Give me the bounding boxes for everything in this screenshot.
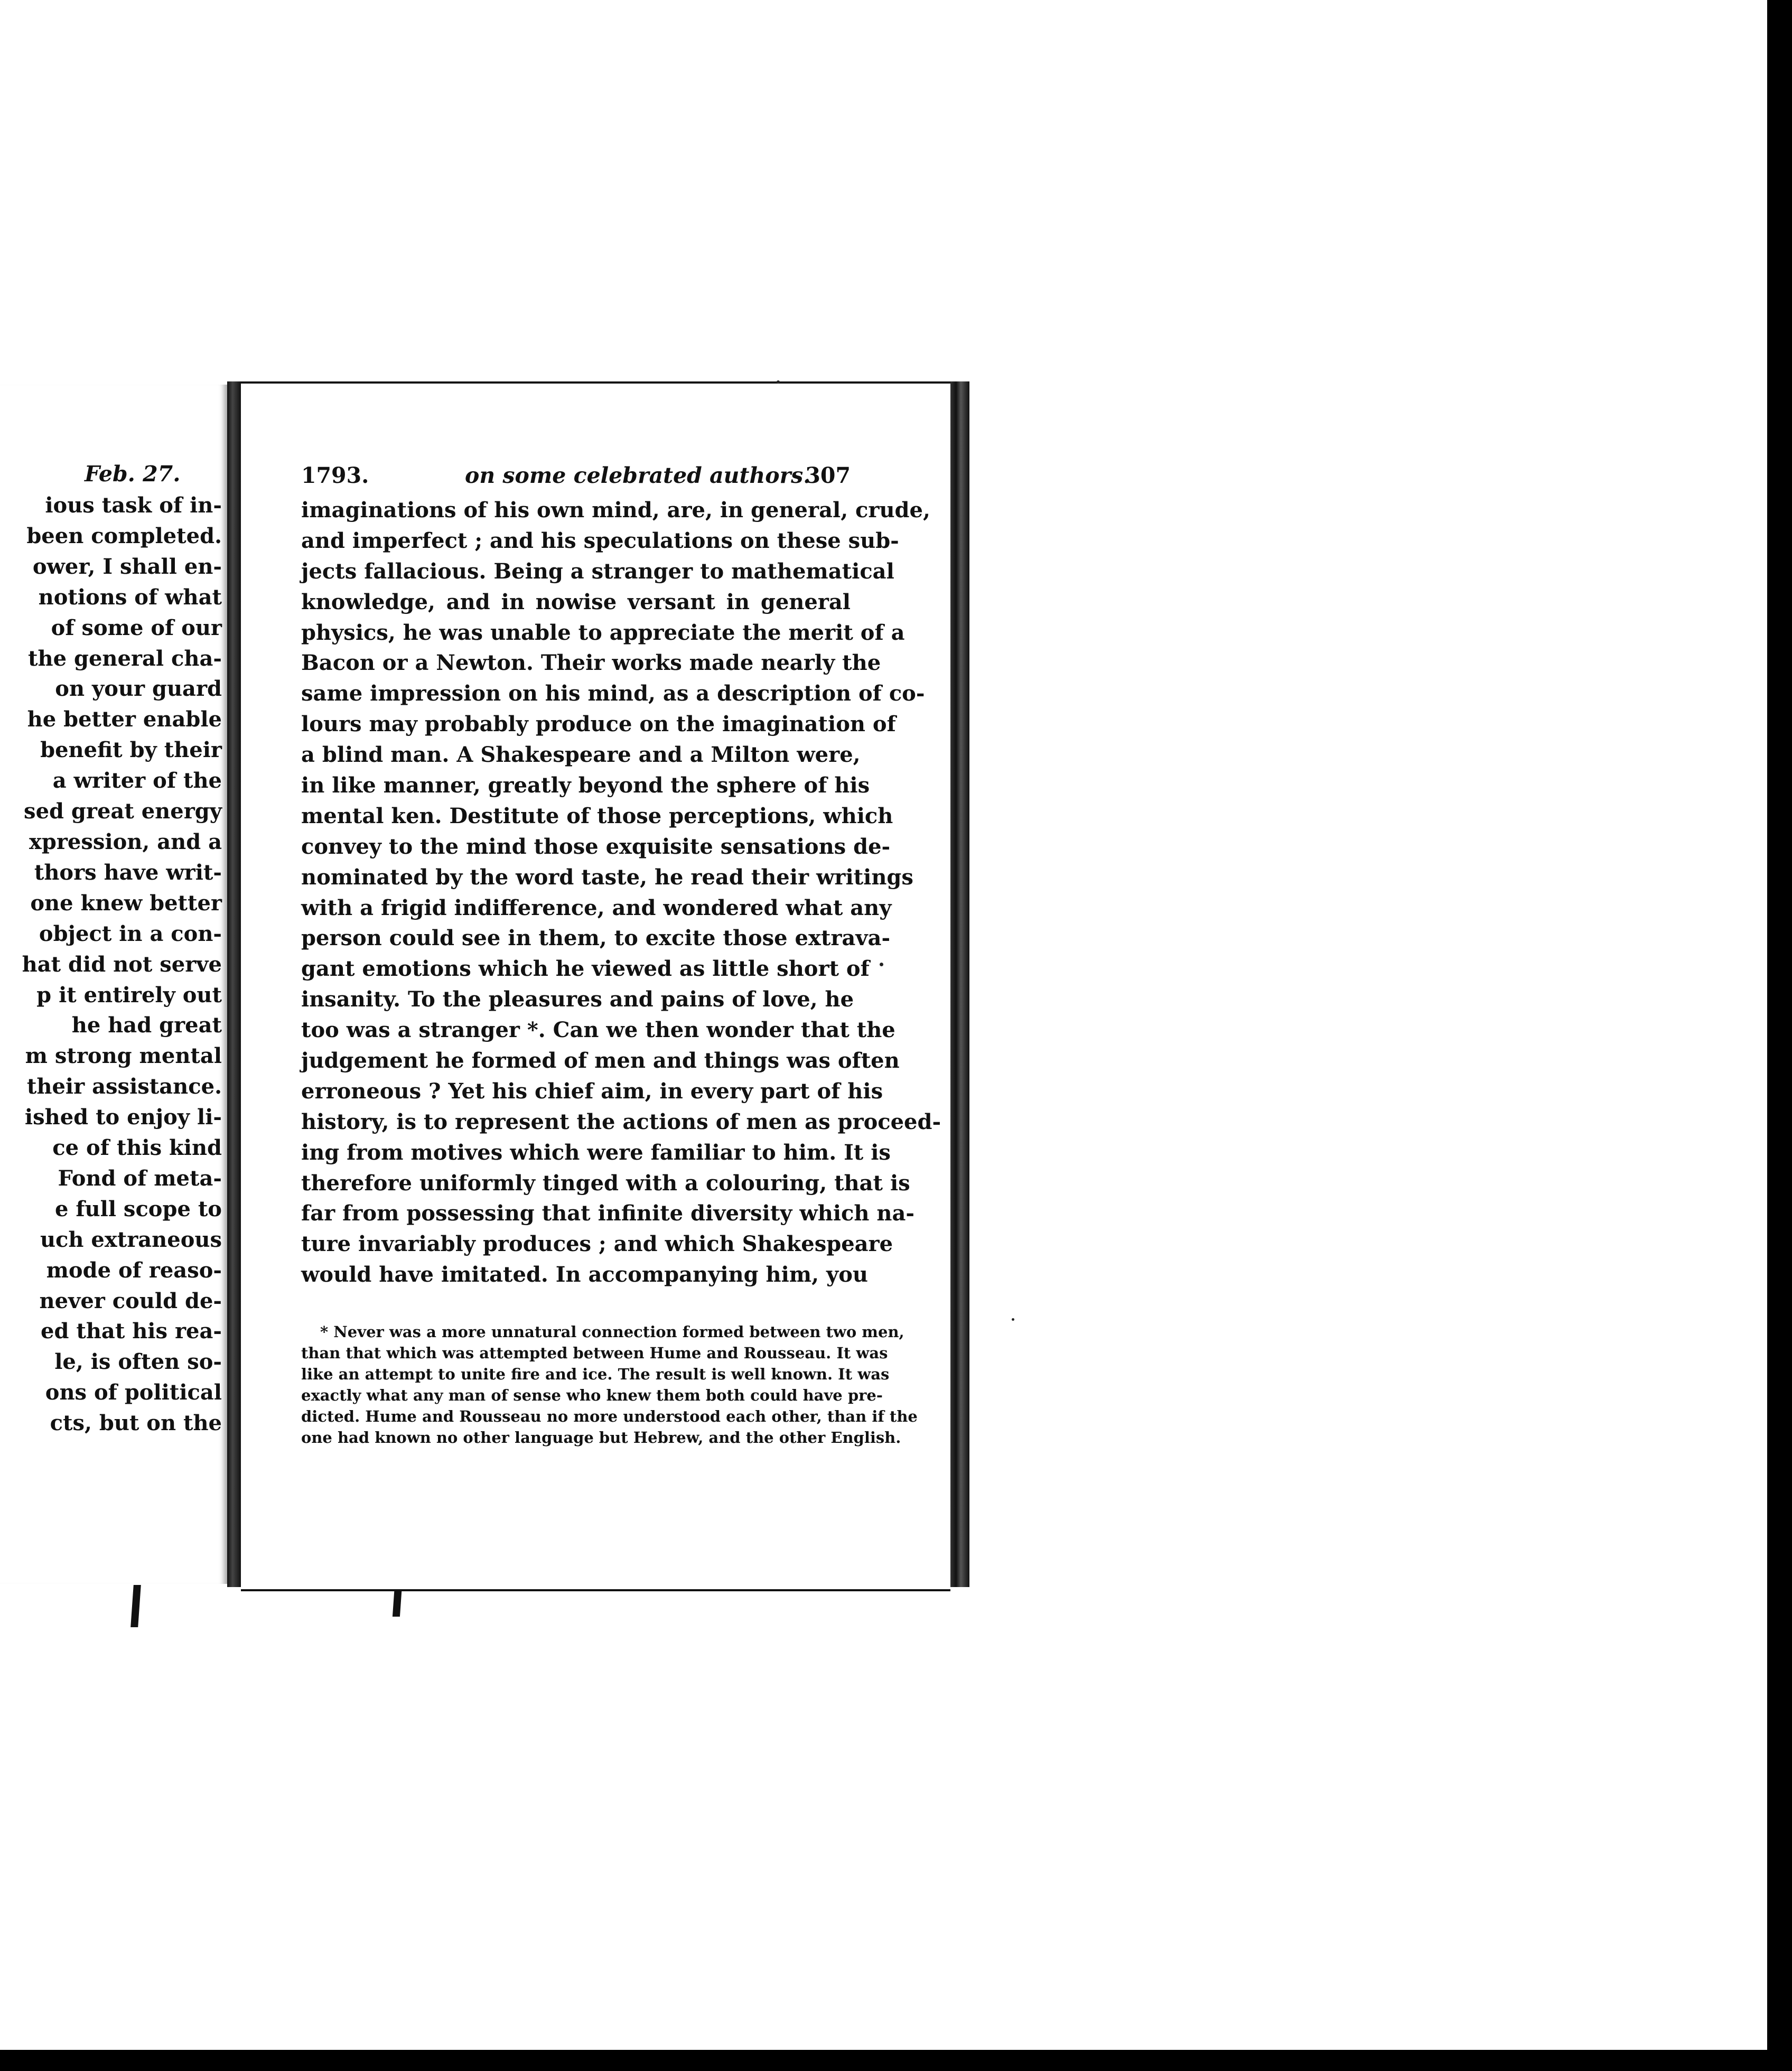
left-text-line: Fond of meta- (58, 1165, 222, 1191)
page-clip-left (130, 1585, 141, 1627)
footnote-line: * Never was a more unnatural connection formed between two men, (320, 1323, 904, 1341)
left-text-line: object in a con- (39, 921, 222, 946)
left-text-line: uch extraneous (40, 1227, 222, 1252)
left-text-line: e full scope to (54, 1196, 222, 1221)
body-text (301, 495, 941, 1290)
text-line: knowledge, and in nowise versant in general (301, 589, 851, 614)
left-text-line: their assistance. (26, 1074, 222, 1099)
text-line: far from possessing that infinite diversity which na- (301, 1201, 915, 1226)
left-text-line: ons of political (45, 1380, 222, 1405)
text-line: erroneous ? Yet his chief aim, in every part of his (301, 1078, 883, 1104)
left-text-line: le, is often so- (54, 1349, 222, 1375)
text-line: lours may probably produce on the imagination of (301, 712, 896, 737)
text-line: Bacon or a Newton. Their works made nearly the (301, 650, 881, 676)
footnote-line: exactly what any man of sense who knew them both could have pre- (301, 1386, 883, 1404)
page-edge (950, 381, 969, 1587)
text-line: a blind man. A Shakespeare and a Milton were, (301, 742, 861, 768)
text-line: would have imitated. In accompanying him, you (301, 1262, 868, 1288)
text-line: with a frigid indifference, and wondered what any (301, 895, 892, 920)
left-text-line: on your guard (55, 676, 222, 702)
left-text-line: p it entirely out (36, 982, 222, 1007)
left-text-line: sed great energy (24, 799, 222, 824)
running-head-title: on some celebrated authors. (465, 463, 811, 488)
right-page (241, 381, 950, 1591)
left-text-line: he better enable (27, 707, 222, 732)
text-line: judgement he formed of men and things was often (301, 1048, 900, 1074)
scan-speck (1012, 1318, 1014, 1321)
text-line: ing from motives which were familiar to him. It is (301, 1140, 891, 1165)
text-line: same impression on his mind, as a description of co- (301, 681, 925, 706)
left-text-line: been completed. (26, 523, 222, 548)
left-text-line: ed that his rea- (41, 1319, 222, 1344)
left-text-line: mode of reaso- (46, 1257, 222, 1283)
text-line: too was a stranger *. Can we then wonder that the (301, 1018, 895, 1043)
left-text-line: thors have writ- (34, 860, 222, 885)
running-head-year: 1793. (301, 463, 369, 488)
running-head (301, 463, 851, 495)
left-text-line: he had great (71, 1013, 222, 1038)
text-line: convey to the mind those exquisite sensations de- (301, 834, 891, 859)
text-line: gant emotions which he viewed as little short of (301, 956, 870, 982)
left-text-line: m strong mental (25, 1043, 222, 1069)
text-line: and imperfect ; and his speculations on these sub- (301, 528, 899, 553)
left-page (0, 385, 230, 1584)
left-text-line: ished to enjoy li- (24, 1105, 222, 1130)
text-line: ture invariably produces ; and which Shakespeare (301, 1232, 893, 1257)
left-text-line: of some of our (51, 615, 222, 640)
text-line: jects fallacious. Being a stranger to mathematical (301, 558, 894, 584)
left-running-head: Feb. 27. (85, 461, 181, 487)
left-text-line: cts, but on the (50, 1411, 222, 1436)
text-line: mental ken. Destitute of those perceptions, which (301, 803, 893, 828)
scan-speck (777, 380, 780, 384)
left-text-line: ce of this kind (52, 1135, 222, 1161)
left-text-line: the general cha- (28, 646, 222, 671)
scan-border-bottom (0, 2050, 1792, 2071)
footnote-line: dicted. Hume and Rousseau no more understood each other, than if the (301, 1407, 918, 1425)
left-text-line: benefit by their (40, 738, 222, 763)
text-line: history, is to represent the actions of men as proceed- (301, 1109, 941, 1134)
book-gutter (227, 381, 241, 1587)
footnote-line: than that which was attempted between Hume and Rousseau. It was (301, 1344, 888, 1362)
page-number: 307 (805, 463, 851, 488)
left-text-line: never could de- (39, 1288, 222, 1313)
footnote (301, 1321, 918, 1448)
left-page-text (0, 490, 222, 1439)
left-text-line: hat did not serve (22, 951, 222, 977)
scan-speck (880, 963, 883, 966)
footnote-line: like an attempt to unite fire and ice. The result is well known. It was (301, 1365, 890, 1383)
text-line: insanity. To the pleasures and pains of love, he (301, 987, 854, 1012)
left-text-line: ower, I shall en- (32, 554, 222, 579)
text-line: imaginations of his own mind, are, in general, crude, (301, 498, 930, 523)
left-text-line: ious task of in- (45, 493, 222, 518)
text-line: nominated by the word taste, he read their writings (301, 864, 913, 890)
left-text-line: one knew better (30, 890, 222, 916)
scan-border-right (1767, 0, 1792, 2071)
left-text-line: a writer of the (52, 768, 222, 794)
text-line: person could see in them, to excite those extrava- (301, 926, 891, 951)
text-line: in like manner, greatly beyond the sphere of his (301, 773, 870, 798)
text-line: therefore uniformly tinged with a colouring, that is (301, 1170, 910, 1196)
text-line: physics, he was unable to appreciate the merit of a (301, 620, 905, 645)
left-text-line: xpression, and a (29, 829, 222, 854)
left-text-line: notions of what (38, 584, 222, 610)
footnote-line: one had known no other language but Hebrew, and the other English. (301, 1429, 901, 1447)
